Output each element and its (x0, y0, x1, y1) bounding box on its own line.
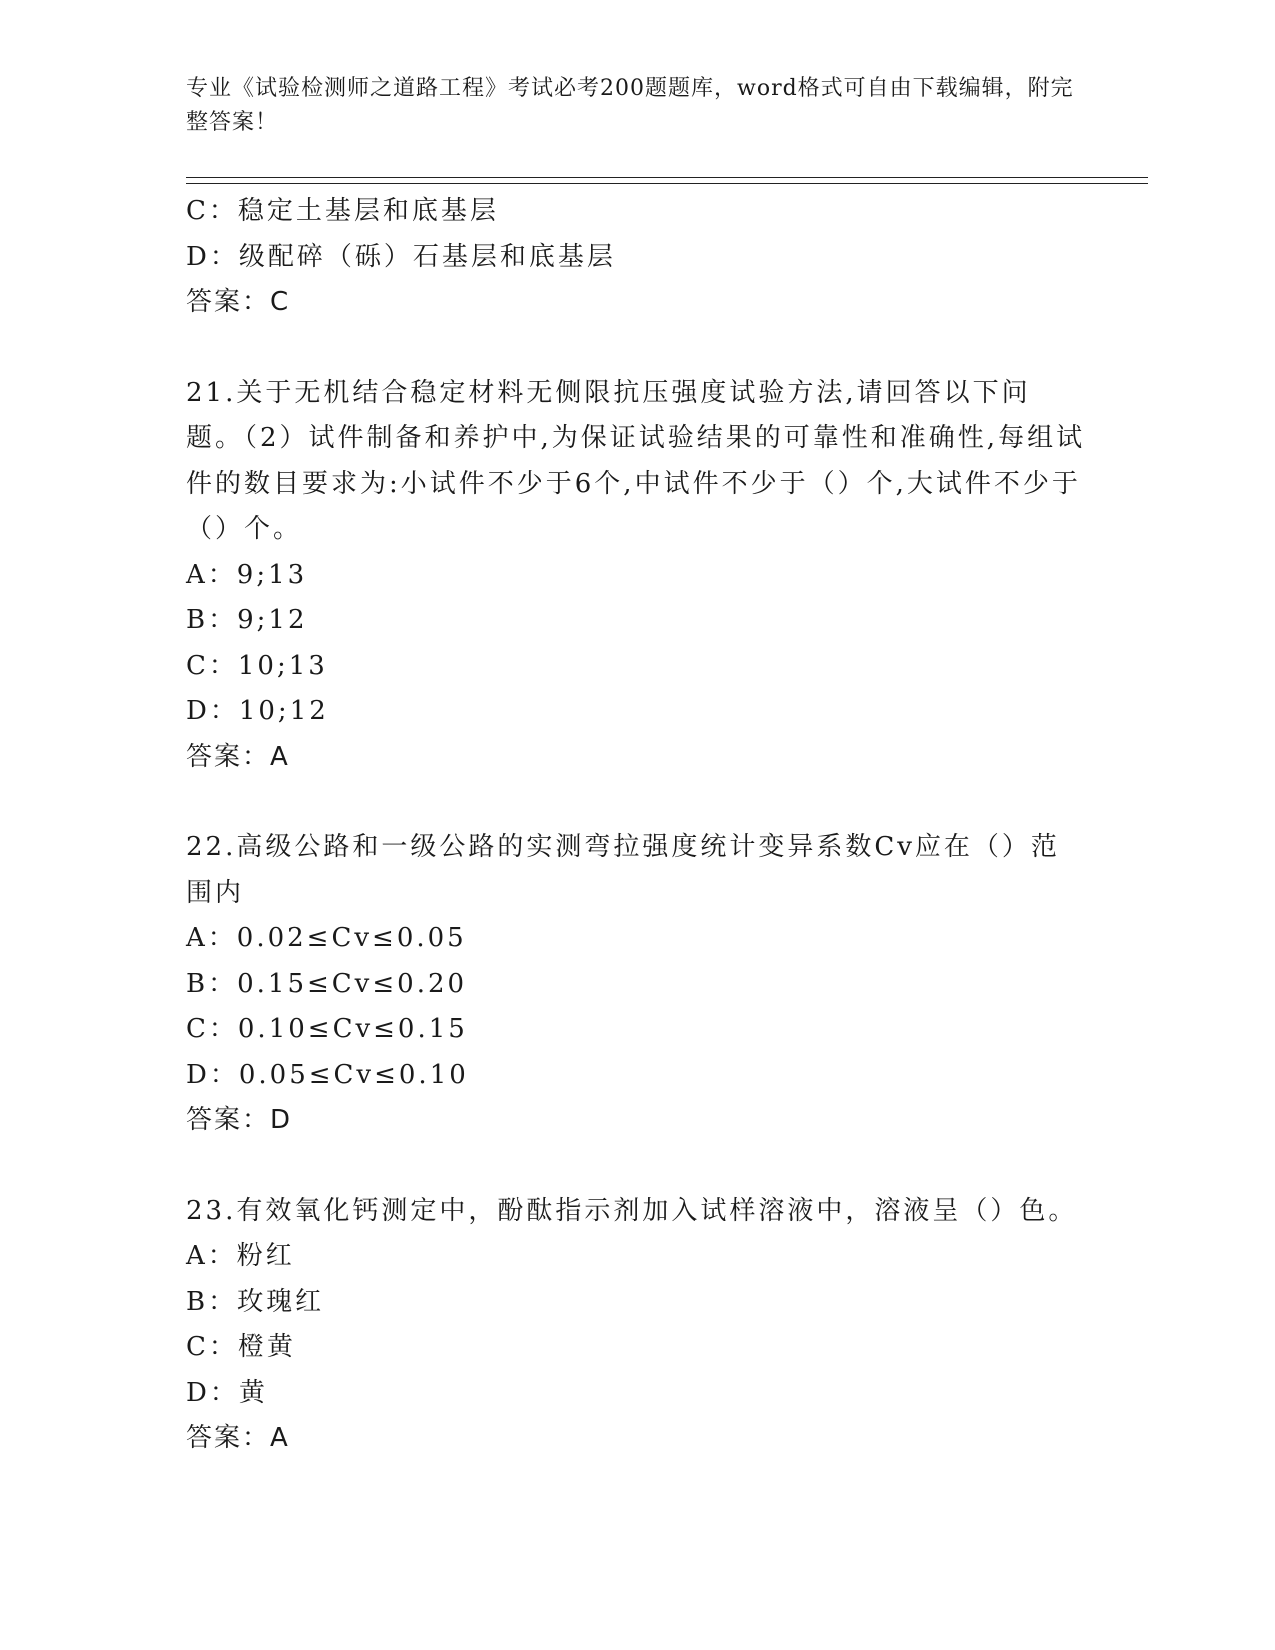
option-a: A：粉红 (186, 1241, 295, 1271)
answer: 答案：C (186, 287, 291, 317)
content (186, 189, 1086, 1462)
question-23 (186, 1189, 1086, 1462)
option-d: D：级配碎（砾）石基层和底基层 (186, 241, 616, 272)
answer: 答案：A (186, 1423, 290, 1453)
option-a: A：9;13 (186, 559, 308, 590)
question-21 (186, 371, 1086, 781)
option-d: D：黄 (186, 1377, 268, 1408)
option-d: D：10;12 (186, 696, 329, 726)
carryover-block (186, 189, 1086, 326)
option-b: B：9;12 (186, 605, 308, 635)
header-rule-bottom (186, 183, 1148, 184)
option-c: C：10;13 (186, 650, 328, 681)
answer: 答案：A (186, 741, 290, 772)
option-c: C：0.10≤Cv≤0.15 (186, 1014, 468, 1044)
question-stem: 22.高级公路和一级公路的实测弯拉强度统计变异系数Cv应在（）范围内 (186, 832, 1060, 908)
option-c: C：稳定土基层和底基层 (186, 196, 499, 226)
option-a: A：0.02≤Cv≤0.05 (186, 923, 467, 953)
page-header: 专业《试验检测师之道路工程》考试必考200题题库，word格式可自由下载编辑，附完整答案！ (186, 76, 1074, 135)
header-rule-top (186, 177, 1148, 178)
option-d: D：0.05≤Cv≤0.10 (186, 1059, 469, 1090)
option-c: C：橙黄 (186, 1332, 296, 1362)
option-b: B：0.15≤Cv≤0.20 (186, 968, 468, 999)
answer: 答案：D (186, 1105, 293, 1135)
option-b: B：玫瑰红 (186, 1286, 325, 1317)
question-stem: 21.关于无机结合稳定材料无侧限抗压强度试验方法,请回答以下问题。（2）试件制备和养护中,为保证试验结果的可靠性和准确性,每组试件的数目要求为:小试件不少于6个,中试件不少于（）个,大试件不少于（）个。 (186, 377, 1086, 544)
question-stem: 23.有效氧化钙测定中，酚酞指示剂加入试样溶液中，溶液呈（）色。 (186, 1195, 1078, 1226)
question-22 (186, 825, 1086, 1144)
